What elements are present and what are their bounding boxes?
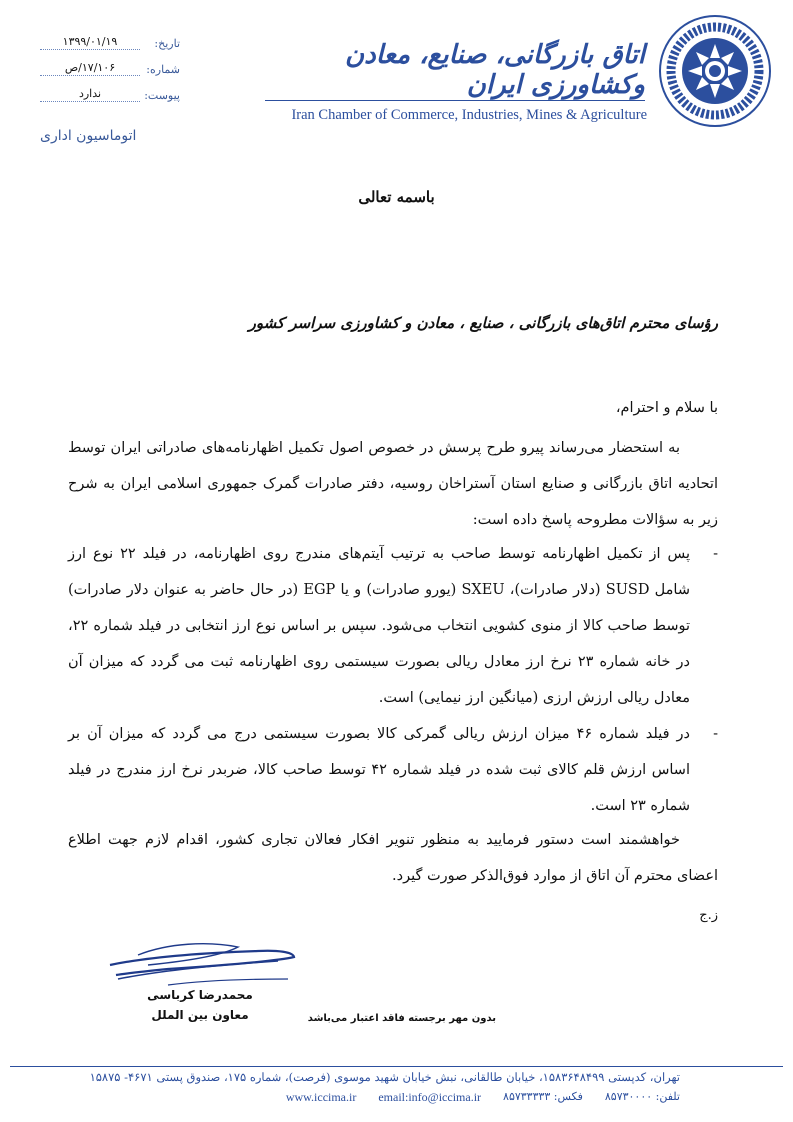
letter-meta bbox=[40, 30, 180, 108]
meta-number-value: ۱۷/۱۰۶/ص bbox=[40, 61, 140, 76]
footer-phone-label: تلفن: bbox=[655, 1090, 680, 1103]
bullet-marker: - bbox=[713, 726, 718, 742]
signer-name: محمدرضا کرباسی bbox=[147, 988, 253, 1002]
stamp-validity-note: بدون مهر برجسته فاقد اعتبار می‌باشد bbox=[307, 1013, 496, 1024]
bullet-text: پس از تکمیل اظهارنامه توسط صاحب به ترتیب آیتم‌های مندرج روی اظهارنامه، در فیلد ۲۲ نوع ارز شامل SUSD (دلار صادرات)، SXEU (یورو صادرات) و یا EGP (در حال حاضر به عنوان دلار صادرات) توسط صاحب کالا از منوی کشویی انتخاب می‌شود. سپس بر اساس نوع ارز انتخابی در فیلد شماره ۲۲، در خانه شماره ۲۳ نرخ ارز معادل ریالی بصورت سیستمی روی اظهارنامه ثبت می گردد که میزان آن معادل ریالی ارزش ارزی (میانگین ارز نیمایی) است. bbox=[68, 546, 690, 706]
meta-number-label: شماره: bbox=[146, 63, 180, 76]
brand-title-fa: اتاق بازرگانی، صنایع، معادن وکشاورزی ایران bbox=[345, 40, 645, 100]
footer-fax-value: ۸۵۷۳۳۳۳۳ bbox=[503, 1090, 551, 1103]
meta-date bbox=[40, 30, 180, 50]
letter-paragraph-1: به استحضار می‌رساند پیرو طرح پرسش در خصوص اصول تکمیل اظهارنامه‌های صادراتی ایران توسط اتحادیه اتاق بازرگانی و صنایع استان آستراخان روسیه، دفتر صادرات گمرک جمهوری اسلامی ایران به شرح زیر به سؤالات مطروحه پاسخ داده است: bbox=[68, 440, 718, 528]
letter-initials: ز.ج bbox=[699, 908, 718, 923]
footer-contact bbox=[60, 1090, 680, 1105]
bullet-text: در فیلد شماره ۴۶ میزان ارزش ریالی گمرکی کالا بصورت سیستمی درج می گردد که میزان آن بر اساس ارزش قلم کالای ثبت شده در فیلد شماره ۴۲ توسط صاحب کالا، ضربدر نرخ ارز مندرج در فیلد شماره ۲۳ است. bbox=[68, 726, 690, 814]
meta-number bbox=[40, 56, 180, 76]
brand-title-en: Iran Chamber of Commerce, Industries, Mines & Agriculture bbox=[291, 107, 647, 123]
footer-divider bbox=[10, 1066, 783, 1067]
bullet-marker: - bbox=[713, 546, 718, 562]
brand-divider bbox=[265, 100, 645, 101]
letter-greeting: با سلام و احترام، bbox=[615, 400, 718, 416]
footer-phone bbox=[605, 1090, 680, 1105]
signer-title: معاون بین الملل bbox=[151, 1008, 249, 1022]
letter-closing: خواهشمند است دستور فرمایید به منظور تنویر افکار فعالان تجاری کشور، اقدام لازم جهت اطلاع اعضای محترم آن اتاق از موارد فوق‌الذکر صورت گیرد. bbox=[68, 832, 718, 884]
meta-attachment bbox=[40, 82, 180, 102]
footer-phone-value: ۸۵۷۳۰۰۰۰ bbox=[604, 1090, 653, 1103]
list-item bbox=[68, 536, 718, 716]
department-label: اتوماسیون اداری bbox=[40, 128, 137, 144]
meta-attachment-value: ندارد bbox=[40, 87, 140, 102]
footer-email[interactable]: email:info@iccima.ir bbox=[378, 1090, 482, 1104]
meta-date-label: تاریخ: bbox=[154, 37, 180, 50]
footer-address: تهران، کدپستی ۱۵۸۳۶۴۸۴۹۹، خیابان طالقانی، نبش خیابان شهید موسوی (فرصت)، شماره ۱۷۵، صندوق پستی ۴۶۷۱- ۱۵۸۷۵ bbox=[89, 1070, 680, 1084]
signer-block bbox=[120, 985, 280, 1025]
list-item bbox=[68, 716, 718, 824]
footer-fax-label: فکس: bbox=[553, 1090, 583, 1103]
letter-heading: باسمه تعالی bbox=[358, 188, 435, 206]
iccima-logo-icon bbox=[658, 14, 772, 128]
meta-attachment-label: پیوست: bbox=[144, 89, 180, 102]
letter-bullet-list bbox=[68, 536, 718, 824]
footer-fax bbox=[503, 1090, 583, 1105]
meta-date-value: ۱۳۹۹/۰۱/۱۹ bbox=[40, 35, 140, 50]
footer-website[interactable]: www.iccima.ir bbox=[285, 1090, 357, 1104]
letter-recipient: رؤسای محترم اتاق‌های بازرگانی ، صنایع ، معادن و کشاورزی سراسر کشور bbox=[248, 314, 718, 332]
